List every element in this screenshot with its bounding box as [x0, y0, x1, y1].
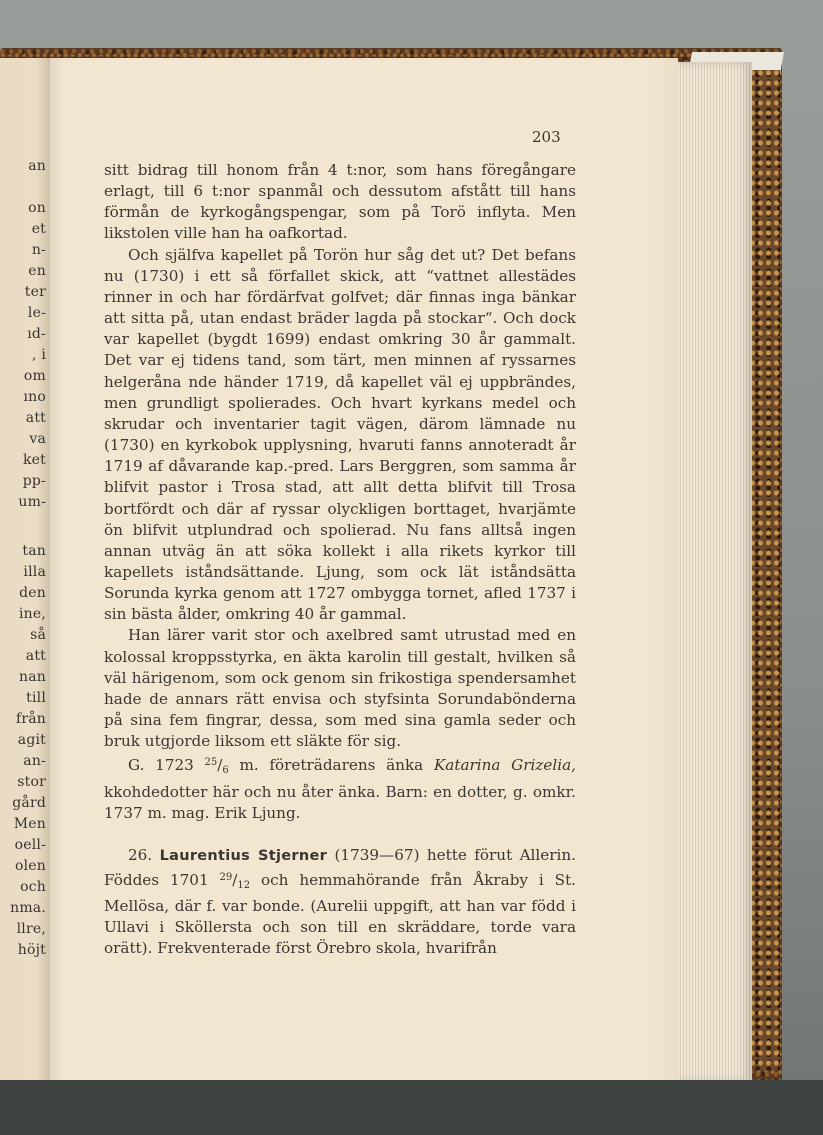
left-page-fragment: an	[28, 158, 46, 174]
left-page-fragment: ıd-	[27, 326, 46, 342]
left-page-fragment: illa	[23, 564, 46, 580]
fraction-bottom: 12	[237, 880, 251, 891]
entry-number: 26.	[128, 845, 160, 864]
fraction-bottom: 6	[222, 765, 229, 777]
left-page-fragment: pp-	[22, 473, 46, 489]
left-page-fragment: höjt	[17, 942, 46, 958]
left-page-fragment: gård	[12, 795, 46, 811]
page-number: 203	[532, 128, 561, 146]
left-page-fragment: tan	[22, 543, 46, 559]
page-edges	[672, 62, 752, 1082]
left-page-fragment: , i	[32, 347, 46, 363]
p4-pre: G. 1723	[128, 756, 205, 775]
person-name-italic: Katarina Grizelia,	[433, 756, 576, 775]
left-page-fragment: ine,	[18, 606, 46, 622]
left-page-fragment: den	[19, 585, 46, 601]
left-page	[0, 58, 52, 1080]
left-page-fragment: on	[28, 200, 46, 216]
paragraph-3: Han lärer varit stor och axelbred samt utrustad med en kolossal kroppsstyrka, en äkta karolin till gestalt, hvilken så väl härigenom, som ock genom sin frikostiga spendersamhet hade de annars rätt envisa och styfsinta Sorundabönderna på sina fem fingrar, dessa, som med sina gamla seder och bruk utgjorde liksom ett släkte för sig.	[104, 626, 576, 751]
left-page-fragment: och	[20, 879, 46, 895]
entry-name: Laurentius Stjerner	[159, 847, 328, 864]
left-page-fragment: n-	[31, 242, 46, 258]
left-page-fragment: ter	[24, 284, 46, 300]
left-page-fragment: le-	[27, 305, 46, 321]
left-page-fragment: oell-	[14, 837, 46, 853]
left-page-fragment: till	[26, 690, 46, 706]
p5-rest: och hemmahörande från Åkraby i St. Mellösa, där f. var bonde. (Aurelii uppgift, att han var född i Ullavi i Sköllersta och son till en skräddare, torde vara orätt). Frekventerade först Örebro skola, hvarifrån	[104, 871, 576, 958]
left-page-fragment: nma.	[10, 900, 46, 916]
page-body	[104, 160, 576, 960]
left-page-fragment: från	[15, 711, 46, 727]
left-page-fragment: så	[30, 627, 46, 643]
left-page-fragment: nan	[19, 669, 46, 685]
left-page-fragment: olen	[14, 858, 46, 874]
left-page-fragment: en	[28, 263, 46, 279]
left-page-fragment: ket	[23, 452, 46, 468]
p5-after-name: (1739—67) hette förut Allerin. Föddes 1701	[104, 845, 576, 889]
left-page-fragment: Men	[13, 816, 46, 832]
left-page-fragment: um-	[18, 494, 46, 510]
left-page-fragment: an-	[23, 753, 46, 769]
left-page-fragment: ıno	[23, 389, 46, 405]
paragraph-1: sitt bidrag till honom från 4 t:nor, som hans föregångare erlagt, till 6 t:nor spanmål och dessutom afstått till hans förmån de kyrkogångspengar, som på Torö inflyta. Men likstolen ville han ha oafkortad.	[104, 161, 576, 243]
left-page-fragment: att	[25, 648, 46, 664]
bottom-shadow	[0, 1080, 823, 1135]
left-page-fragment: et	[31, 221, 46, 237]
left-page-fragment: om	[23, 368, 46, 384]
fraction-top: 25	[204, 757, 218, 769]
cover-edge-marbled	[750, 70, 780, 1070]
left-page-fragment: va	[29, 431, 46, 447]
left-page-fragment: att	[25, 410, 46, 426]
left-page-fragment: agit	[17, 732, 46, 748]
paragraph-4: G. 1723 $^{25}$/6 m. företrädarens änka Katarina Grizelia, kkohdedotter här och nu åter änka. Barn: en dotter, g. omkr. 1737 m. mag. Erik Ljung.	[104, 756, 576, 822]
p4-mid: m. företrädarens änka	[228, 756, 434, 775]
left-page-fragment: llre,	[16, 921, 46, 937]
p4-post: kkohdedotter här och nu åter änka. Barn: en dotter, g. omkr. 1737 m. mag. Erik Ljung.	[104, 782, 576, 822]
paragraph-5: 26. Laurentius Stjerner (1739—67) hette förut Allerin. Föddes 1701 $^{29}$/12 och hemmahörande från Åkraby i St. Mellösa, där f. var bonde. (Aurelii uppgift, att han var född i Ullavi i Sköllersta och son till en skräddare, torde vara orätt). Frekventerade först Örebro skola, hvarifrån	[104, 845, 576, 958]
paragraph-2: Och själfva kapellet på Torön hur såg det ut? Det befans nu (1730) i ett så förfallet skick, att “vattnet allestädes rinner in och har fördärfvat golfvet; där finnas inga bänkar att sitta på, utan endast bräder lagda på stockar“. Och dock var kapellet (bygdt 1699) endast omkring 30 år gammalt. Det var ej tidens tand, som tärt, men minnen af ryssarnes helgeråna nde händer 1719, då kapellet väl ej uppbrändes, men grundligt spolierades. Och hvart kyrkans medel och skrudar och inventarier tagit vägen, därom lämnade nu (1730) en kyrkobok upplysning, hvaruti fanns annoteradt år 1719 af dåvarande kap.-pred. Lars Berggren, som samma år blifvit pastor i Trosa stad, att allt detta blifvit till Trosa bortfördt och där af ryssar olyckligen borttaget, hvarjämte ön blifvit utplundrad och spolierad. Nu fans alltså ingen annan utväg än att söka kollekt i alla rikets kyrkor till kapellets iståndsättande. Ljung, som ock lät iståndsätta Sorunda kyrka genom att 1727 ombygga tornet, afled 1737 i sin bästa ålder, omkring 40 år gammal.	[104, 245, 576, 624]
left-page-fragment: stor	[17, 774, 46, 790]
fraction-top: 29	[219, 872, 233, 883]
